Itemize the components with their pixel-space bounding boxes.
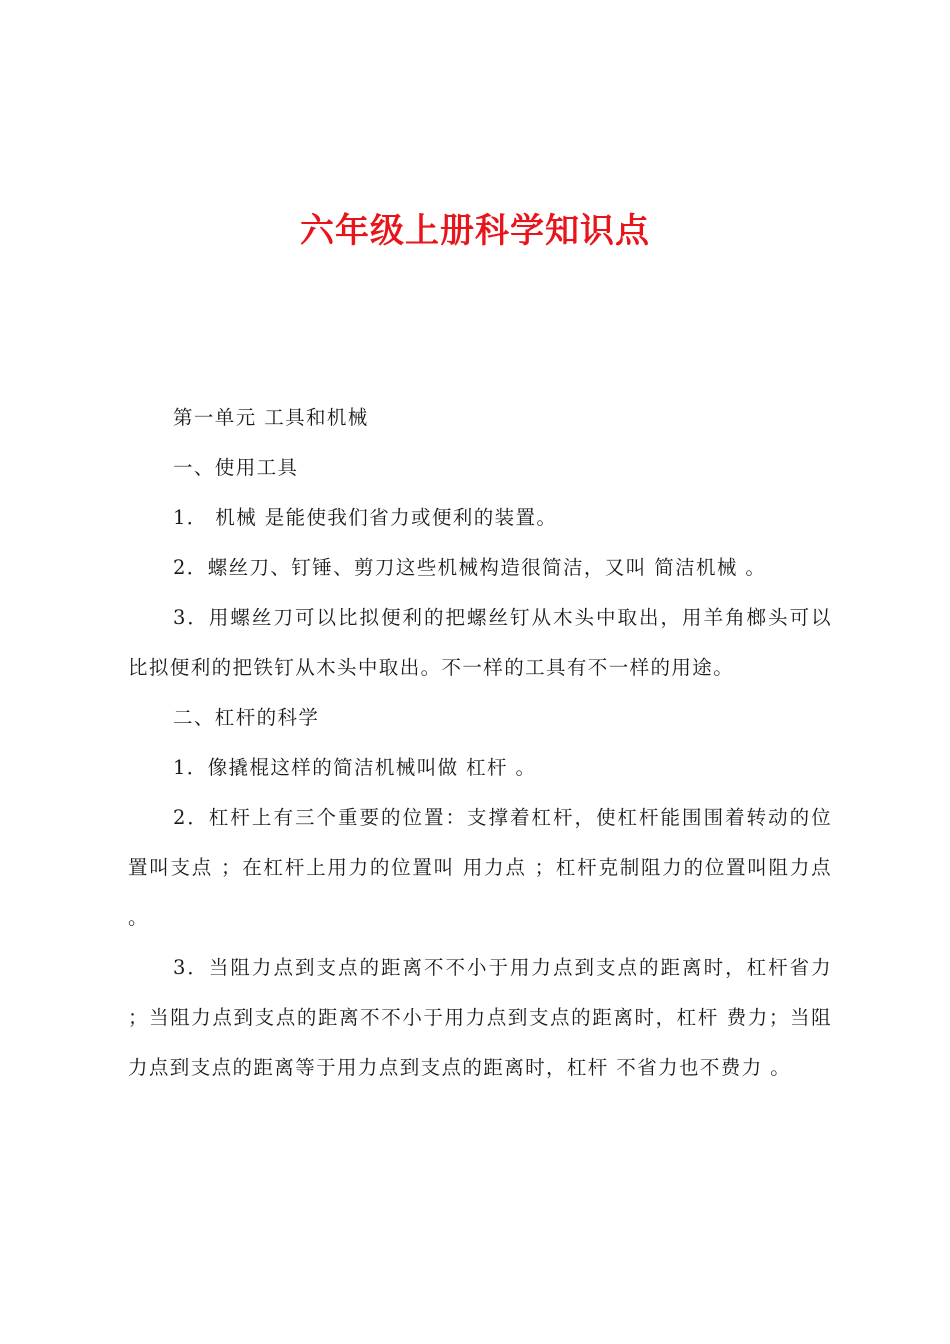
- unit-heading: 第一单元 工具和机械: [173, 406, 369, 429]
- section-heading-lever: 二、杠杆的科学: [173, 706, 320, 729]
- paragraph-item: 2．杠杆上有三个重要的位置：支撑着杠杆，使杠杆能围围着转动的位置叫支点 ；在杠杆上用力的位置叫 用力点 ；杠杆克制阻力的位置叫阻力点 。: [128, 806, 832, 929]
- paragraph-item: 3．当阻力点到支点的距离不不小于用力点到支点的距离时，杠杆省力 ；当阻力点到支点的距离不不小于用力点到支点的距离时，杠杆 费力；当阻力点到支点的距离等于用力点到支点的距离时，杠杆 不省力也不费力 。: [128, 956, 832, 1079]
- paragraph-item: 1． 机械 是能使我们省力或便利的装置。: [173, 506, 558, 529]
- paragraph-item: 2．螺丝刀、钉锤、剪刀这些机械构造很简洁，又叫 简洁机械 。: [173, 556, 767, 579]
- paragraph-item: 1．像撬棍这样的简洁机械叫做 杠杆 。: [173, 756, 537, 779]
- section-heading-tools: 一、使用工具: [173, 456, 299, 479]
- document-title: 六年级上册科学知识点: [300, 211, 650, 251]
- paragraph-item: 3．用螺丝刀可以比拟便利的把螺丝钉从木头中取出，用羊角榔头可以比拟便利的把铁钉从木头中取出。不一样的工具有不一样的用途。: [128, 606, 832, 679]
- document-body: [128, 393, 832, 1093]
